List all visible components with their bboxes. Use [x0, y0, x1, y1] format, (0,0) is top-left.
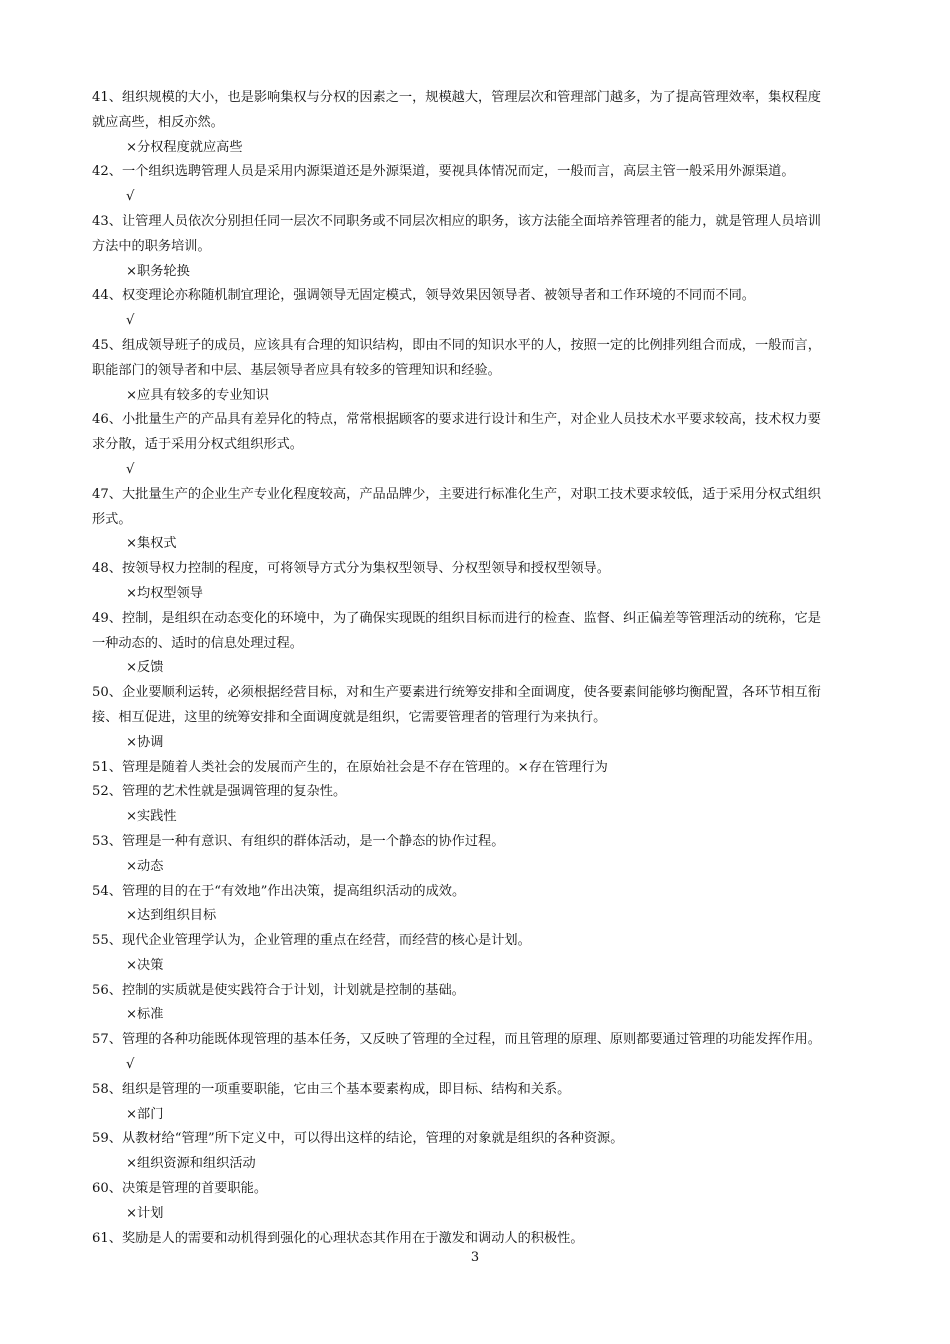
- question-line: 60、决策是管理的首要职能。: [92, 1181, 268, 1197]
- question-line: 57、管理的各种功能既体现管理的基本任务，又反映了管理的全过程，而且管理的原理、原则都要通过管理的功能发挥作用。: [92, 1032, 821, 1048]
- question-line: 41、组织规模的大小，也是影响集权与分权的因素之一，规模越大，管理层次和管理部门越多，为了提高管理效率，集权程度: [92, 90, 821, 105]
- answer-line: ×协调: [126, 734, 164, 750]
- question-line: 形式。: [92, 511, 132, 527]
- question-line: 50、企业要顺利运转，必须根据经营目标，对和生产要素进行统筹安排和全面调度，使各要素间能够均衡配置，各环节相互衔: [92, 685, 821, 701]
- answer-line: ×决策: [126, 957, 164, 973]
- answer-line: ×应具有较多的专业知识: [126, 387, 269, 403]
- question-line: 47、大批量生产的企业生产专业化程度较高，产品品牌少，主要进行标准化生产，对职工技术要求较低，适于采用分权式组织: [92, 486, 821, 502]
- answer-line: ×分权程度就应高些: [126, 139, 243, 155]
- answer-line: ×职务轮换: [126, 263, 190, 279]
- answer-line: ×标准: [126, 1007, 164, 1023]
- question-line: 52、管理的艺术性就是强调管理的复杂性。: [92, 784, 347, 800]
- question-line: 49、控制，是组织在动态变化的环境中，为了确保实现既的组织目标而进行的检查、监督、纠正偏差等管理活动的统称，它是: [92, 610, 821, 626]
- question-line: 61、奖励是人的需要和动机得到强化的心理状态其作用在于激发和调动人的积极性。: [92, 1230, 584, 1246]
- question-line: 59、从教材给“管理”所下定义中，可以得出这样的结论，管理的对象就是组织的各种资源。: [92, 1131, 624, 1147]
- answer-line: ×实践性: [126, 809, 177, 825]
- answer-line: ×计划: [126, 1205, 164, 1221]
- question-line: 方法中的职务培训。: [92, 238, 211, 254]
- question-line: 44、权变理论亦称随机制宜理论，强调领导无固定模式，领导效果因领导者、被领导者和工作环境的不同而不同。: [92, 288, 755, 304]
- answer-line: ×集权式: [126, 536, 177, 552]
- question-line: 51、管理是随着人类社会的发展而产生的，在原始社会是不存在管理的。×存在管理行为: [92, 759, 608, 775]
- question-line: 46、小批量生产的产品具有差异化的特点，常常根据顾客的要求进行设计和生产，对企业人员技术水平要求较高，技术权力要: [92, 412, 821, 428]
- answer-line: ×均权型领导: [126, 585, 203, 601]
- question-line: 职能部门的领导者和中层、基层领导者应具有较多的管理知识和经验。: [92, 362, 501, 378]
- question-line: 54、管理的目的在于“有效地”作出决策，提高组织活动的成效。: [92, 883, 466, 899]
- answer-line: √: [126, 1057, 135, 1073]
- question-line: 58、组织是管理的一项重要职能，它由三个基本要素构成，即目标、结构和关系。: [92, 1081, 571, 1097]
- answer-line: √: [126, 313, 135, 329]
- question-line: 43、让管理人员依次分别担任同一层次不同职务或不同层次相应的职务，该方法能全面培养管理者的能力，就是管理人员培训: [92, 213, 821, 229]
- question-line: 求分散，适于采用分权式组织形式。: [92, 437, 303, 453]
- answer-line: √: [126, 189, 135, 205]
- answer-line: √: [126, 461, 135, 477]
- answer-line: ×部门: [126, 1106, 164, 1122]
- page-number: 3: [470, 1250, 480, 1265]
- question-line: 45、组成领导班子的成员，应该具有合理的知识结构，即由不同的知识水平的人，按照一定的比例排列组合而成，一般而言，: [92, 337, 821, 353]
- question-line: 56、控制的实质就是使实践符合于计划，计划就是控制的基础。: [92, 982, 465, 998]
- answer-line: ×组织资源和组织活动: [126, 1156, 256, 1172]
- answer-line: ×动态: [126, 858, 164, 874]
- question-line: 48、按领导权力控制的程度，可将领导方式分为集权型领导、分权型领导和授权型领导。: [92, 561, 610, 577]
- question-line: 一种动态的、适时的信息处理过程。: [92, 635, 303, 651]
- answer-line: ×反馈: [126, 660, 164, 676]
- question-line: 55、现代企业管理学认为，企业管理的重点在经营，而经营的核心是计划。: [92, 933, 531, 949]
- answer-line: ×达到组织目标: [126, 908, 217, 924]
- question-line: 接、相互促进，这里的统筹安排和全面调度就是组织，它需要管理者的管理行为来执行。: [92, 709, 607, 725]
- question-line: 就应高些，相反亦然。: [92, 114, 224, 130]
- question-line: 42、一个组织选聘管理人员是采用内源渠道还是外源渠道，要视具体情况而定，一般而言，高层主管一般采用外源渠道。: [92, 164, 795, 180]
- question-line: 53、管理是一种有意识、有组织的群体活动，是一个静态的协作过程。: [92, 833, 505, 849]
- document-body: [92, 86, 862, 1251]
